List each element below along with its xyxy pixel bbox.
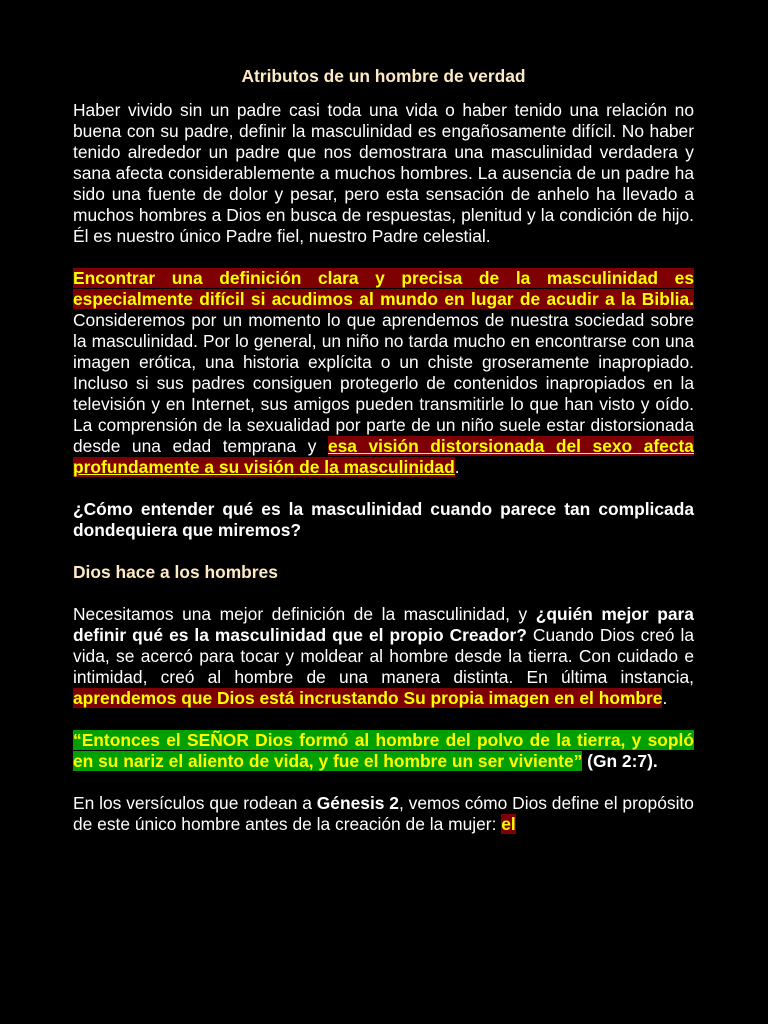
highlight-definition: Encontrar una definición clara y precisa de la masculinidad es especialmente difícil si acudimos al mundo en lugar de acudir a la Biblia.	[73, 268, 694, 309]
paragraph-definition-text: Consideremos por un momento lo que aprendemos de nuestra sociedad sobre la masculinidad. Por lo general, un niño no tarda mucho en encontrarse con una imagen erótica, una historia explícita o un chiste groseramente inapropiado. Incluso si sus padres consiguen protegerlo de contenidos inapropiados en la televisión y en Internet, sus amigos pueden transmitirle lo que han visto y oído. La comprensión de la sexualidad por parte de un niño suele estar distorsionada desde una edad temprana y	[73, 310, 694, 456]
paragraph-creator-text1: Necesitamos una mejor definición de la masculinidad, y	[73, 604, 536, 624]
paragraph-gap	[73, 583, 694, 604]
highlight-genesis-end: el	[501, 814, 516, 834]
verse-reference: (Gn 2:7).	[582, 751, 658, 771]
paragraph-gap	[73, 709, 694, 730]
paragraph-genesis-bold: Génesis 2	[316, 793, 399, 813]
paragraph-creator-text2: Cuando Dios creó la vida, se acercó para tocar y moldear al hombre desde la tierra. Con cuidado e intimidad, creó al hombre de una manera distinta. En última instancia,	[73, 625, 694, 687]
highlight-image-of-god: aprendemos que Dios está incrustando Su propia imagen en el hombre	[73, 688, 663, 708]
paragraph-creator	[73, 604, 694, 709]
paragraph-genesis-text2: , vemos cómo Dios define el propósito de este único hombre antes de la creación de la mujer:	[73, 793, 694, 834]
paragraph-gap	[73, 541, 694, 562]
paragraph-genesis-text1: En los versículos que rodean a	[73, 793, 317, 813]
paragraph-gap	[73, 772, 694, 793]
paragraph-definition-end: .	[454, 457, 460, 477]
document-title: Atributos de un hombre de verdad	[241, 66, 526, 86]
paragraph-intro: Haber vivido sin un padre casi toda una vida o haber tenido una relación no buena con su padre, definir la masculinidad es engañosamente difícil. No haber tenido alrededor un padre que nos demostrara una masculinidad verdadera y sana afecta considerablemente a muchos hombres. La ausencia de un padre ha sido una fuente de dolor y pesar, pero esta sensación de anhelo ha llevado a muchos hombres a Dios en busca de respuestas, plenitud y la condición de hijo. Él es nuestro único Padre fiel, nuestro Padre celestial.	[73, 100, 694, 246]
bible-verse	[73, 730, 694, 772]
paragraph-creator-bold: ¿quién mejor para definir qué es la masculinidad que el propio Creador?	[73, 604, 694, 645]
question-text: ¿Cómo entender qué es la masculinidad cuando parece tan complicada dondequiera que miremos?	[73, 499, 694, 540]
section-heading: Dios hace a los hombres	[73, 562, 278, 582]
paragraph-genesis	[73, 793, 694, 835]
paragraph-gap	[73, 478, 694, 499]
paragraph-definition	[73, 268, 694, 478]
verse-quote-highlight: “Entonces el SEÑOR Dios formó al hombre del polvo de la tierra, y sopló en su nariz el aliento de vida, y fue el hombre un ser viviente”	[73, 730, 694, 771]
paragraph-creator-end: .	[662, 688, 668, 708]
document-page	[73, 66, 694, 835]
paragraph-gap	[73, 247, 694, 268]
highlight-distorted-view: esa visión distorsionada del sexo afecta profundamente a su visión de la masculinidad	[73, 436, 694, 477]
